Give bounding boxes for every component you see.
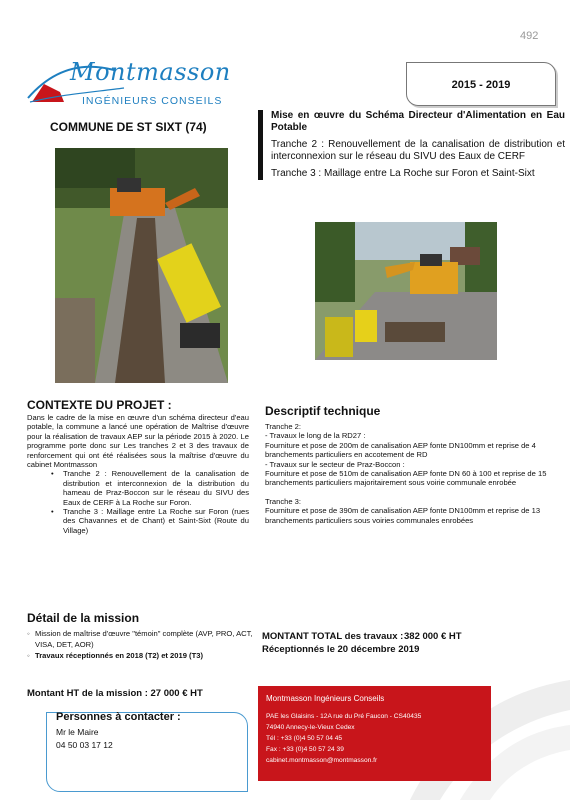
logo-subtitle: INGÉNIEURS CONSEILS xyxy=(82,95,223,107)
company-card xyxy=(258,686,491,781)
desc-line: Tranche 3: xyxy=(265,496,302,506)
total-amount-value: 382 000 € HT xyxy=(404,631,462,642)
project-tranche-2: Tranche 2 : Renouvellement de la canalisation de distribution et interconnexion sur le réseau du SIVU des Eaux de CERF xyxy=(271,139,565,162)
mission-fee: Montant HT de la mission : 27 000 € HT xyxy=(27,688,203,699)
mission-item: ◦ Mission de maîtrise d'œuvre "témoin" complète (AVP, PRO, ACT, VISA, DET, AOR) xyxy=(27,628,262,650)
desc-line: Tranche 2: xyxy=(265,422,302,431)
years-box xyxy=(406,62,556,106)
project-description xyxy=(258,110,565,180)
context-body xyxy=(27,413,249,535)
reception-date: Réceptionnés le 20 décembre 2019 xyxy=(262,644,420,655)
worksite-photo-trench xyxy=(55,148,228,383)
desc-line: Fourniture et pose de 200m de canalisation AEP fonte DN100mm et reprise de 4 branchements particuliers en accotement de RD xyxy=(265,440,536,460)
company-name: Montmasson Ingénieurs Conseils xyxy=(266,694,385,703)
contact-name: Mr le Maire xyxy=(56,727,99,737)
context-title: CONTEXTE DU PROJET : xyxy=(27,398,172,412)
worksite-photo-road xyxy=(315,222,497,360)
context-item: • Tranche 3 : Maillage entre La Roche sur Foron (rues des Chavannes et de Chant) et Saint-Sixt (Route du Village) xyxy=(63,507,249,535)
mission-title: Détail de la mission xyxy=(27,611,140,625)
page-number: 492 xyxy=(520,30,539,42)
context-intro: Dans le cadre de la mise en œuvre d'un schéma directeur d'eau potable, la commune a lancé une opération de Maîtrise d'œuvre pour la réalisation de travaux AEP sur la période 2015 à 2020. Le programme porte donc sur Les tranches 2 et 3 des travaux de renforcement qui ont été réalisées sous la maîtrise d'œuvre du cabinet Montmasson xyxy=(27,413,249,470)
desc-line: Fourniture et pose de 390m de canalisation AEP fonte DN100mm et reprise de 13 branchements particuliers sous voiries communales enrobées xyxy=(265,506,541,525)
desc-line: - Travaux sur le secteur de Praz-Boccon : xyxy=(265,459,405,469)
contact-phone: 04 50 03 17 12 xyxy=(56,740,113,750)
context-list xyxy=(27,469,249,535)
mission-item: ◦ Travaux réceptionnés en 2018 (T2) et 2019 (T3) xyxy=(27,650,262,661)
project-title: Mise en œuvre du Schéma Directeur d'Alimentation en Eau Potable xyxy=(271,110,565,133)
company-tel: Tél : +33 (0)4 50 57 04 45 xyxy=(266,735,343,742)
contact-title: Personnes à contacter : xyxy=(56,711,181,723)
desc-line: Fourniture et pose de 510m de canalisation AEP fonte DN 60 à 100 et reprise de 15 branchements particuliers majoritairement sous voirie communale enrobée xyxy=(265,469,547,488)
company-city: 74940 Annecy-le-Vieux Cedex xyxy=(266,724,355,731)
years-label: 2015 - 2019 xyxy=(451,79,511,91)
total-amount-label: MONTANT TOTAL des travaux : xyxy=(262,631,404,642)
logo-wordmark: Montmasson xyxy=(70,58,231,86)
mission-body xyxy=(27,628,262,661)
project-tranche-3: Tranche 3 : Maillage entre La Roche sur Foron et Saint-Sixt xyxy=(271,168,535,179)
context-item: • Tranche 2 : Renouvellement de la canalisation de distribution et interconnexion de la distribution du hameau de Praz-Boccon sur le réseau du SIVU des Eaux de CERF à La Roche sur Foron. xyxy=(63,469,249,507)
company-email[interactable]: cabinet.montmasson@montmasson.fr xyxy=(266,757,378,764)
technical-description-body xyxy=(265,422,550,525)
contact-box xyxy=(46,712,248,792)
desc-line: - Travaux le long de la RD27 : xyxy=(265,431,366,441)
technical-description-title: Descriptif technique xyxy=(265,404,381,418)
company-fax: Fax : +33 (0)4 50 57 24 39 xyxy=(266,746,344,753)
commune-title: COMMUNE DE ST SIXT (74) xyxy=(50,120,207,134)
company-address: PAE les Glaisins - 12A rue du Pré Faucon - CS40435 xyxy=(266,713,422,720)
